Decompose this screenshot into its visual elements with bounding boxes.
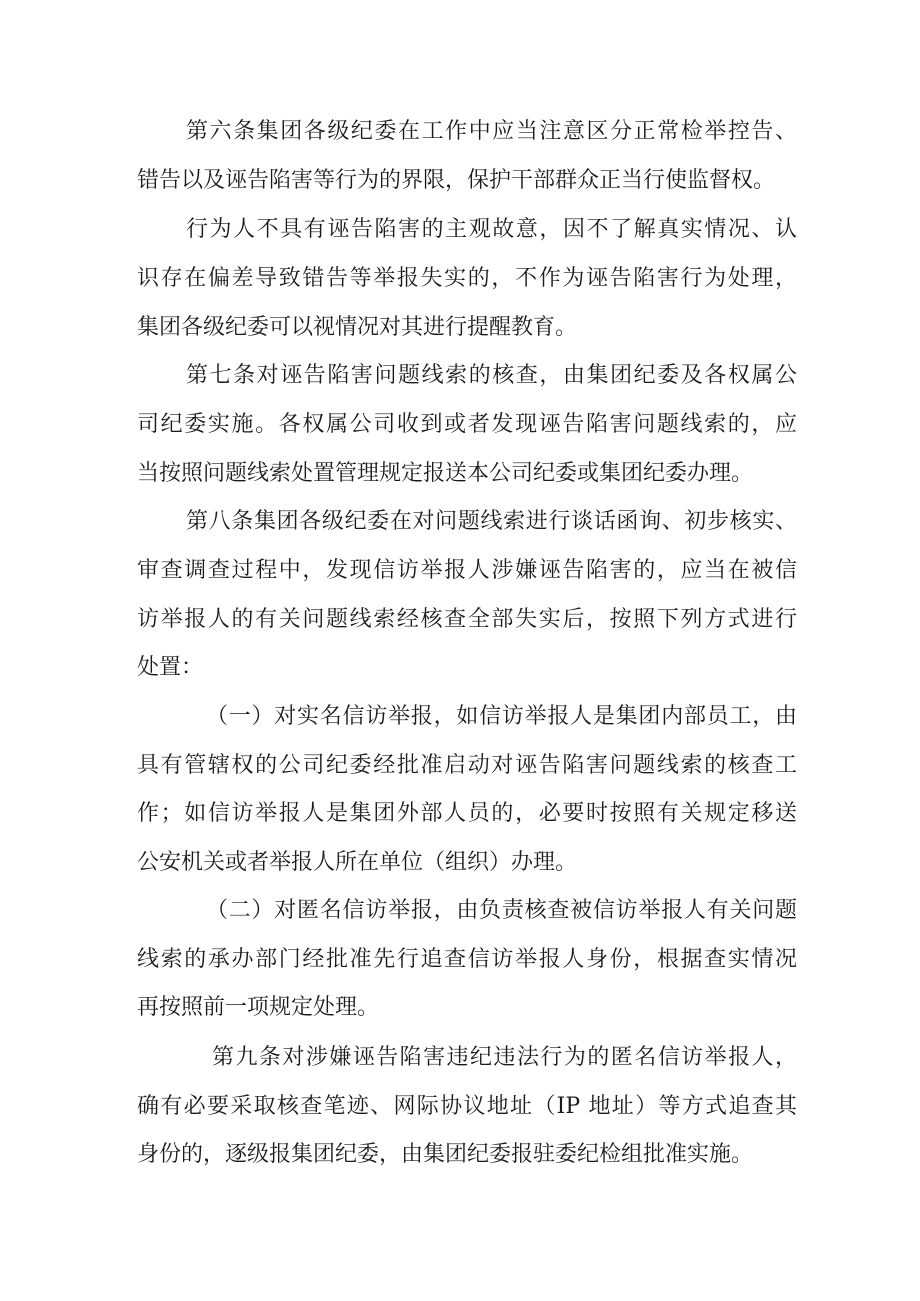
article-6-para-2-line-3: 集团各级纪委可以视情况对其进行提醒教育。 [137, 315, 578, 340]
article-8-item-2-line-3: 再按照前一项规定处理。 [137, 995, 380, 1020]
article-6-line-2: 错告以及诬告陷害等行为的界限，保护干部群众正当行使监督权。 [137, 168, 776, 193]
article-7-line-2: 司纪委实施。各权属公司收到或者发现诬告陷害问题线索的，应 [137, 412, 797, 437]
article-6-line-1: 第六条集团各级纪委在工作中应当注意区分正常检举控告、 [186, 119, 797, 144]
article-9-line-2: 确有必要采取核查笔迹、网际协议地址（IP 地址）等方式追查其 [137, 1094, 797, 1119]
article-7-line-1: 第七条对诬告陷害问题线索的核查，由集团纪委及各权属公 [186, 363, 797, 388]
article-8-item-2-line-2: 线索的承办部门经批准先行追查信访举报人身份，根据查实情况 [137, 947, 797, 972]
article-8-line-3: 访举报人的有关问题线索经核查全部失实后，按照下列方式进行 [137, 607, 797, 632]
article-9-line-1: 第九条对涉嫌诬告陷害违纪违法行为的匿名信访举报人， [212, 1045, 797, 1070]
article-8-item-1-line-2: 具有管辖权的公司纪委经批准启动对诬告陷害问题线索的核查工 [137, 753, 797, 778]
article-8-line-1: 第八条集团各级纪委在对问题线索进行谈话函询、初步核实、 [186, 509, 797, 534]
article-8-item-1-line-4: 公安机关或者举报人所在单位（组织）办理。 [137, 850, 578, 875]
article-8-item-1-line-1: （一）对实名信访举报，如信访举报人是集团内部员工，由 [206, 704, 797, 729]
article-6-para-2-line-2: 识存在偏差导致错告等举报失实的，不作为诬告陷害行为处理， [137, 266, 797, 291]
article-8-line-2: 审查调查过程中，发现信访举报人涉嫌诬告陷害的，应当在被信 [137, 558, 797, 583]
article-8-item-2-line-1: （二）对匿名信访举报，由负责核查被信访举报人有关问题 [206, 898, 797, 923]
article-6-para-2-line-1: 行为人不具有诬告陷害的主观故意，因不了解真实情况、认 [186, 217, 797, 242]
article-8-line-4: 处置： [137, 655, 204, 680]
article-7-line-3: 当按照问题线索处置管理规定报送本公司纪委或集团纪委办理。 [137, 461, 754, 486]
article-9-line-3: 身份的，逐级报集团纪委，由集团纪委报驻委纪检组批准实施。 [137, 1142, 754, 1167]
article-8-item-1-line-3: 作；如信访举报人是集团外部人员的，必要时按照有关规定移送 [137, 801, 797, 826]
